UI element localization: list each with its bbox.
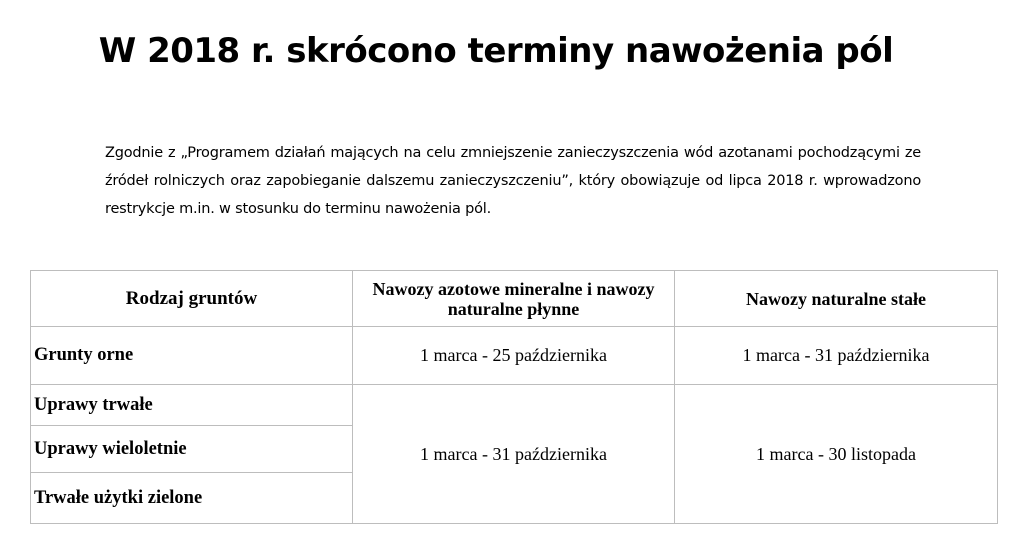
arable-solid-period: 1 marca - 31 października — [675, 327, 998, 385]
row-label-permanent-crops: Uprawy trwałe — [31, 385, 353, 426]
header-mineral-fertilizers: Nawozy azotowe mineralne i nawozy naturalne płynne — [353, 271, 675, 327]
page-title: W 2018 r. skrócono terminy nawożenia pól — [98, 30, 894, 71]
perennial-mineral-period: 1 marca - 31 października — [353, 385, 675, 524]
header-land-type: Rodzaj gruntów — [31, 271, 353, 327]
table-header-row — [31, 271, 998, 327]
table-row — [31, 385, 998, 426]
intro-paragraph: Zgodnie z „Programem działań mających na celu zmniejszenie zanieczyszczenia wód azotanami pochodzącymi ze źródeł rolniczych oraz zapobieganie dalszemu zanieczyszczeniu”, który obowiązuje od lipca 2018 r. wprowadzono restrykcje m.in. w stosunku do terminu nawożenia pól. — [105, 144, 921, 217]
row-label-permanent-grassland: Trwałe użytki zielone — [31, 473, 353, 524]
row-label-multiyear-crops: Uprawy wieloletnie — [31, 426, 353, 473]
arable-mineral-period: 1 marca - 25 października — [353, 327, 675, 385]
fertilization-terms-table — [30, 270, 998, 524]
row-label-arable-land: Grunty orne — [31, 327, 353, 385]
header-solid-fertilizers: Nawozy naturalne stałe — [675, 271, 998, 327]
table-row — [31, 327, 998, 385]
perennial-solid-period: 1 marca - 30 listopada — [675, 385, 998, 524]
